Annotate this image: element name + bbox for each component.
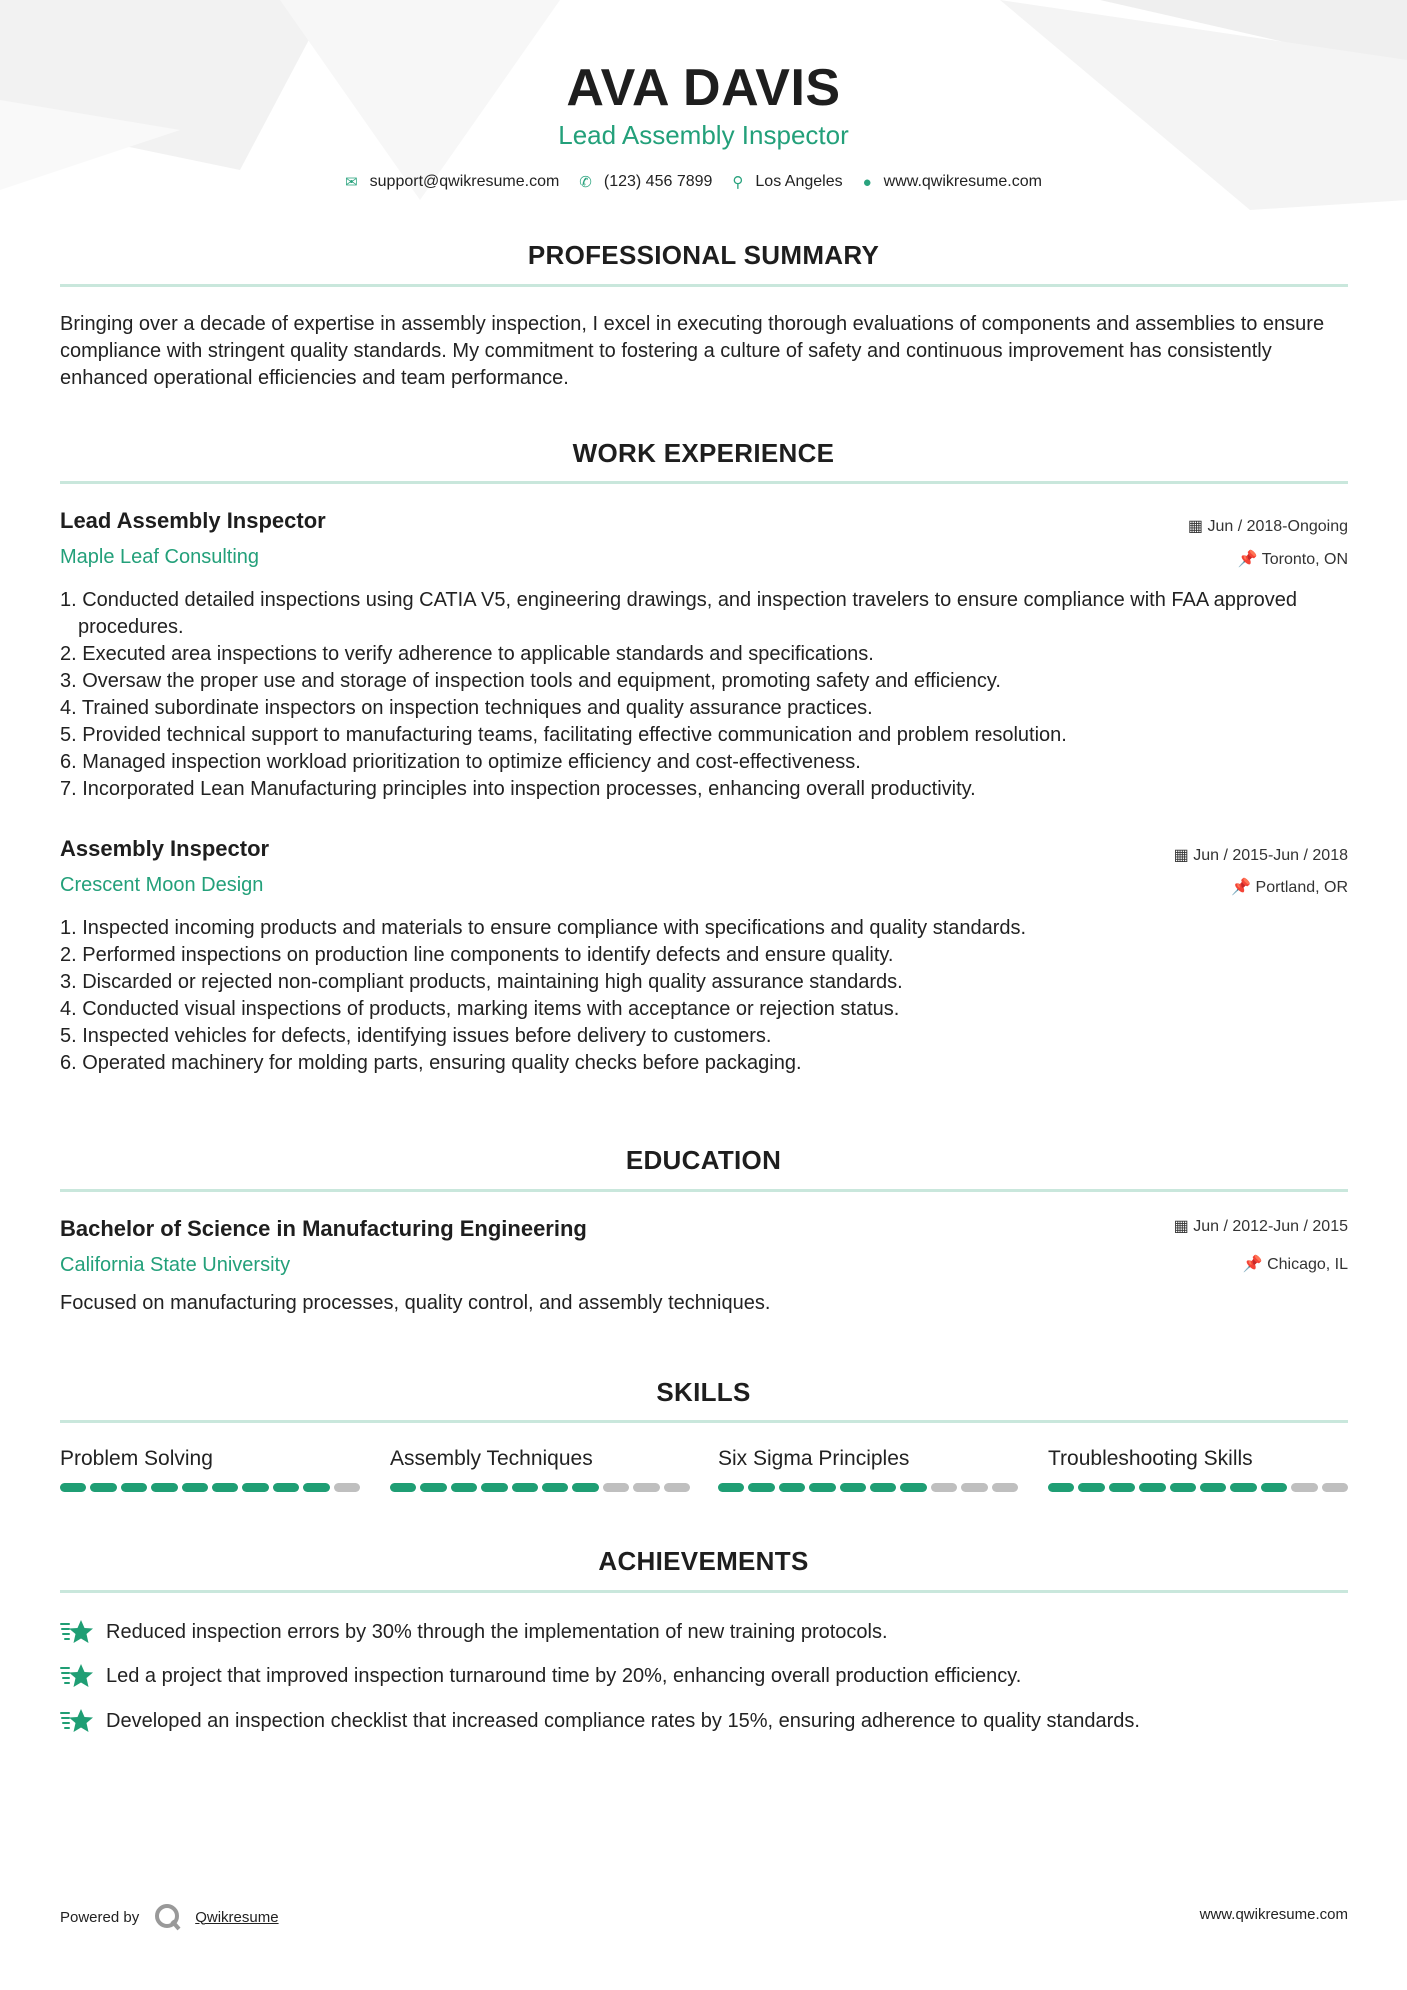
- qwikresume-logo-icon: [153, 1902, 183, 1932]
- skill-segment: [1048, 1483, 1074, 1492]
- email-link[interactable]: support@qwikresume.com: [369, 173, 560, 190]
- skill-segment: [870, 1483, 896, 1492]
- calendar-icon: ▦: [1173, 847, 1194, 864]
- list-item: 7. Incorporated Lean Manufacturing principles into inspection processes, enhancing overall productivity.: [60, 778, 976, 800]
- skill-segment: [151, 1483, 177, 1492]
- calendar-icon: ▦: [1173, 1218, 1194, 1235]
- skill-segment: [334, 1483, 360, 1492]
- skill-segment: [1200, 1483, 1226, 1492]
- skill-segment: [1261, 1483, 1287, 1492]
- job-location: 📌 Portland, OR: [1231, 879, 1348, 896]
- skill-segment: [931, 1483, 957, 1492]
- footer-website[interactable]: www.qwikresume.com: [1199, 1906, 1348, 1923]
- skill-segment: [748, 1483, 774, 1492]
- work-heading: WORK EXPERIENCE: [572, 438, 835, 468]
- achievement-text: Led a project that improved inspection turnaround time by 20%, enhancing overall production efficiency.: [106, 1664, 1022, 1687]
- skill-segment: [961, 1483, 987, 1492]
- skill-segment: [718, 1483, 744, 1492]
- education-heading: EDUCATION: [625, 1145, 782, 1175]
- education-description: Focused on manufacturing processes, quality control, and assembly techniques.: [60, 1292, 771, 1314]
- divider: [60, 481, 1348, 484]
- pin-icon: 📌: [1231, 879, 1256, 896]
- star-icon: [60, 1618, 94, 1646]
- education-location: 📌 Chicago, IL: [1242, 1256, 1348, 1273]
- school-name: California State University: [60, 1254, 291, 1276]
- skill-segment: [512, 1483, 538, 1492]
- job-title: Lead Assembly Inspector: [60, 508, 326, 533]
- skill-segment: [992, 1483, 1018, 1492]
- skill-name: Six Sigma Principles: [718, 1447, 910, 1470]
- skill-segment: [303, 1483, 329, 1492]
- company-name: Maple Leaf Consulting: [60, 546, 260, 568]
- brand-link[interactable]: Qwikresume: [195, 1908, 279, 1926]
- skills-heading: SKILLS: [656, 1377, 751, 1407]
- list-item: 1. Inspected incoming products and materials to ensure compliance with specifications and quality standards.: [60, 917, 1027, 939]
- skill-item: [718, 1447, 1018, 1492]
- divider: [60, 1189, 1348, 1192]
- achievements-heading: ACHIEVEMENTS: [598, 1546, 809, 1576]
- skill-segment: [1291, 1483, 1317, 1492]
- skill-segment: [840, 1483, 866, 1492]
- skill-segment: [273, 1483, 299, 1492]
- achievement-text: Reduced inspection errors by 30% through the implementation of new training protocols.: [106, 1620, 888, 1643]
- phone-text: (123) 456 7899: [603, 173, 713, 190]
- skill-segment: [212, 1483, 238, 1492]
- list-item: 5. Inspected vehicles for defects, identifying issues before delivery to customers.: [60, 1025, 772, 1047]
- skill-segment: [242, 1483, 268, 1492]
- degree-title: Bachelor of Science in Manufacturing Engineering: [60, 1216, 587, 1241]
- job-title: Assembly Inspector: [60, 836, 270, 861]
- globe-icon: ●: [862, 173, 872, 191]
- skill-name: Troubleshooting Skills: [1048, 1447, 1253, 1470]
- job-dates: ▦ Jun / 2015-Jun / 2018: [1173, 847, 1348, 864]
- star-icon: [60, 1662, 94, 1690]
- footer-powered: Powered by Qwikresume: [60, 1902, 279, 1932]
- skill-segment: [420, 1483, 446, 1492]
- map-pin-icon: ⚲: [732, 174, 744, 191]
- achievement-item: [60, 1662, 1021, 1690]
- list-item: 1. Conducted detailed inspections using CATIA V5, engineering drawings, and inspection travelers to ensure compliance with FAA approved procedures.: [60, 589, 1298, 638]
- skill-segment: [900, 1483, 926, 1492]
- candidate-title: Lead Assembly Inspector: [558, 120, 849, 150]
- divider: [60, 1420, 1348, 1423]
- achievement-item: [60, 1618, 888, 1646]
- skill-segment: [603, 1483, 629, 1492]
- skill-name: Problem Solving: [60, 1447, 213, 1470]
- skill-segment: [542, 1483, 568, 1492]
- website-link[interactable]: www.qwikresume.com: [883, 173, 1042, 190]
- skill-level-bar: [390, 1483, 690, 1492]
- job-location: 📌 Toronto, ON: [1237, 551, 1348, 568]
- summary-text: Bringing over a decade of expertise in assembly inspection, I excel in executing thorough evaluations of components and assemblies to ensure compliance with stringent quality standards. My commitment to fostering a culture of safety and continuous improvement has consistently enhanced operational efficiencies and team performance.: [60, 313, 1325, 389]
- envelope-icon: ✉: [345, 174, 358, 191]
- skill-segment: [121, 1483, 147, 1492]
- skill-segment: [1322, 1483, 1348, 1492]
- skill-segment: [182, 1483, 208, 1492]
- skill-segment: [451, 1483, 477, 1492]
- skill-segment: [1078, 1483, 1104, 1492]
- skill-level-bar: [1048, 1483, 1348, 1492]
- job-duties: [60, 915, 1350, 1077]
- list-item: 5. Provided technical support to manufacturing teams, facilitating effective communication and problem resolution.: [60, 724, 1067, 746]
- skill-segment: [390, 1483, 416, 1492]
- job-dates: ▦ Jun / 2018-Ongoing: [1187, 518, 1348, 535]
- location-text: Los Angeles: [755, 173, 843, 190]
- list-item: 2. Performed inspections on production line components to identify defects and ensure quality.: [60, 944, 894, 966]
- skill-item: [1048, 1447, 1348, 1492]
- calendar-icon: ▦: [1187, 518, 1208, 535]
- skill-segment: [60, 1483, 86, 1492]
- candidate-name: AVA DAVIS: [566, 59, 841, 117]
- skill-segment: [809, 1483, 835, 1492]
- skill-level-bar: [60, 1483, 360, 1492]
- list-item: 3. Discarded or rejected non-compliant products, maintaining high quality assurance standards.: [60, 971, 903, 993]
- skill-segment: [90, 1483, 116, 1492]
- skill-segment: [633, 1483, 659, 1492]
- divider: [60, 1590, 1348, 1593]
- list-item: 6. Managed inspection workload prioritization to optimize efficiency and cost-effectiveness.: [60, 751, 861, 773]
- company-name: Crescent Moon Design: [60, 874, 264, 896]
- list-item: 3. Oversaw the proper use and storage of inspection tools and equipment, promoting safety and efficiency.: [60, 670, 1001, 692]
- education-dates: ▦ Jun / 2012-Jun / 2015: [1173, 1218, 1348, 1235]
- list-item: 2. Executed area inspections to verify adherence to applicable standards and specifications.: [60, 643, 874, 665]
- skill-segment: [1109, 1483, 1135, 1492]
- skill-segment: [664, 1483, 690, 1492]
- skill-segment: [481, 1483, 507, 1492]
- summary-heading: PROFESSIONAL SUMMARY: [527, 240, 880, 270]
- pin-icon: 📌: [1242, 1256, 1268, 1273]
- skill-item: [390, 1447, 690, 1492]
- list-item: 4. Trained subordinate inspectors on inspection techniques and quality assurance practices.: [60, 697, 873, 719]
- skill-segment: [1230, 1483, 1256, 1492]
- achievement-text: Developed an inspection checklist that increased compliance rates by 15%, ensuring adherence to quality standards.: [106, 1709, 1140, 1732]
- job-duties: [60, 587, 1350, 803]
- achievement-item: [60, 1707, 1140, 1735]
- divider: [60, 284, 1348, 287]
- skill-segment: [1139, 1483, 1165, 1492]
- contact-bar: [0, 173, 1407, 191]
- skill-segment: [572, 1483, 598, 1492]
- phone-icon: ✆: [579, 174, 592, 191]
- skill-level-bar: [718, 1483, 1018, 1492]
- skill-segment: [1170, 1483, 1196, 1492]
- skill-segment: [779, 1483, 805, 1492]
- list-item: 4. Conducted visual inspections of products, marking items with acceptance or rejection status.: [60, 998, 900, 1020]
- list-item: 6. Operated machinery for molding parts, ensuring quality checks before packaging.: [60, 1052, 802, 1074]
- star-icon: [60, 1707, 94, 1735]
- pin-icon: 📌: [1237, 551, 1262, 568]
- skill-item: [60, 1447, 360, 1492]
- skill-name: Assembly Techniques: [390, 1447, 593, 1470]
